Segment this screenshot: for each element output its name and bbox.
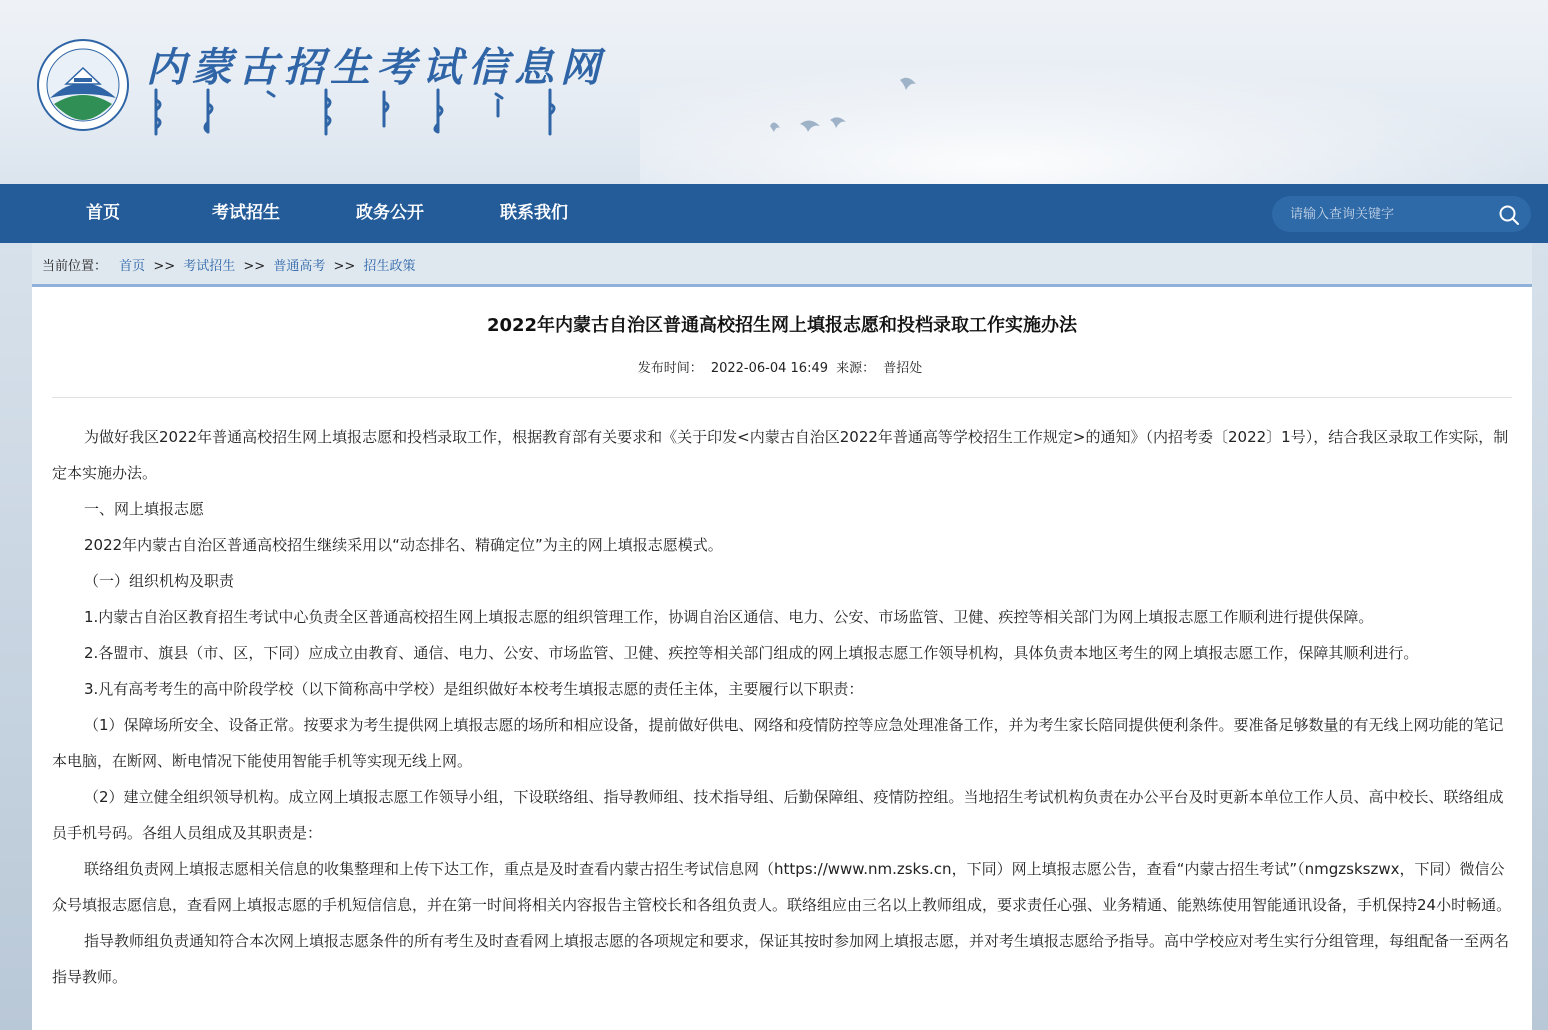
breadcrumb: [42, 255, 415, 275]
right-mountain-background: [1532, 243, 1548, 1030]
article-paragraph: 指导教师组负责通知符合本次网上填报志愿条件的所有考生及时查看网上填报志愿的各项规定和要求，保证其按时参加网上填报志愿，并对考生填报志愿给予指导。高中学校应对考生实行分组管理，每组配备一至两名指导教师。: [52, 932, 1510, 986]
birds-decoration-icon: [760, 70, 940, 140]
article-title: 2022年内蒙古自治区普通高校招生网上填报志愿和投档录取工作实施办法: [486, 315, 1078, 336]
nav-item-home[interactable]: 首页: [86, 203, 120, 223]
article-paragraph: （1）保障场所安全、设备正常。按要求为考生提供网上填报志愿的场所和相应设备，提前做好供电、网络和疫情防控等应急处理准备工作，并为考生家长陪同提供便利条件。要准备足够数量的有无线上网功能的笔记本电脑，在断网、断电情况下能使用智能手机等实现无线上网。: [52, 716, 1504, 770]
left-mountain-background: [0, 243, 32, 1030]
publish-time: 2022-06-04 16:49: [710, 361, 828, 376]
breadcrumb-separator: >>: [153, 259, 176, 274]
nav-item-government-affairs[interactable]: 政务公开: [356, 203, 424, 223]
site-title[interactable]: 内蒙古招生考试信息网: [146, 44, 606, 91]
search-box: [1272, 196, 1531, 232]
article-paragraph: （2）建立健全组织领导机构。成立网上填报志愿工作领导小组，下设联络组、指导教师组、技术指导组、后勤保障组、疫情防控组。当地招生考试机构负责在办公平台及时更新本单位工作人员、高中校长、联络组成员手机号码。各组人员组成及其职责是：: [52, 788, 1504, 842]
main-nav: [0, 184, 1548, 243]
article-paragraph: 1.内蒙古自治区教育招生考试中心负责全区普通高校招生网上填报志愿的组织管理工作，协调自治区通信、电力、公安、市场监管、卫健、疾控等相关部门为网上填报志愿工作顺利进行提供保障。: [84, 608, 1374, 626]
breadcrumb-prefix: 当前位置：: [42, 259, 108, 274]
article-paragraph: 联络组负责网上填报志愿相关信息的收集整理和上传下达工作，重点是及时查看内蒙古招生考试信息网（https://www.nm.zsks.cn，下同）网上填报志愿公告，查看“内蒙古招生考试”（nmgzskszwx，下同）微信公众号填报志愿信息，查看网上填报志愿的手机短信信息，并在第一时间将相关内容报告主管校长和各组负责人。联络组应由三名以上教师组成，要求责任心强、业务精通、能熟练使用智能通讯设备，手机保持24小时畅通。: [52, 860, 1512, 914]
article-paragraph: （一）组织机构及职责: [84, 572, 235, 590]
breadcrumb-link-admission-policy[interactable]: 招生政策: [363, 259, 416, 274]
breadcrumb-separator: >>: [333, 259, 356, 274]
publish-time-label: 发布时间：: [637, 361, 703, 376]
mongolian-script-logo-icon: [146, 86, 566, 138]
source-label: 来源：: [836, 361, 876, 376]
nav-item-exam-admission[interactable]: 考试招生: [212, 203, 280, 223]
breadcrumb-link-gaokao[interactable]: 普通高考: [273, 259, 326, 274]
search-input[interactable]: [1290, 196, 1490, 232]
header-banner: [0, 0, 1548, 184]
article-paragraph: 2.各盟市、旗县（市、区，下同）应成立由教育、通信、电力、公安、市场监管、卫健、疾控等相关部门组成的网上填报志愿工作领导机构，具体负责本地区考生的网上填报志愿工作，保障其顺利进行。: [84, 644, 1419, 662]
article-body: [52, 419, 1514, 995]
breadcrumb-link-home[interactable]: 首页: [119, 259, 146, 274]
search-icon[interactable]: [1498, 204, 1520, 226]
breadcrumb-link-exam-admission[interactable]: 考试招生: [183, 259, 236, 274]
article-meta: [32, 357, 1532, 376]
site-logo-icon[interactable]: [36, 38, 130, 132]
article-paragraph: 一、网上填报志愿: [84, 500, 205, 518]
source-value: 普招处: [883, 361, 923, 376]
divider: [52, 397, 1512, 398]
article-panel: [32, 284, 1532, 1030]
nav-item-contact-us[interactable]: 联系我们: [500, 203, 568, 223]
article-paragraph: 3.凡有高考考生的高中阶段学校（以下简称高中学校）是组织做好本校考生填报志愿的责任主体，主要履行以下职责：: [84, 680, 864, 698]
breadcrumb-separator: >>: [243, 259, 266, 274]
article-paragraph: 为做好我区2022年普通高校招生网上填报志愿和投档录取工作，根据教育部有关要求和《关于印发<内蒙古自治区2022年普通高等学校招生工作规定>的通知》（内招考委〔2022〕1号），结合我区录取工作实际，制定本实施办法。: [52, 428, 1509, 482]
article-paragraph: 2022年内蒙古自治区普通高校招生继续采用以“动态排名、精确定位”为主的网上填报志愿模式。: [84, 536, 723, 554]
